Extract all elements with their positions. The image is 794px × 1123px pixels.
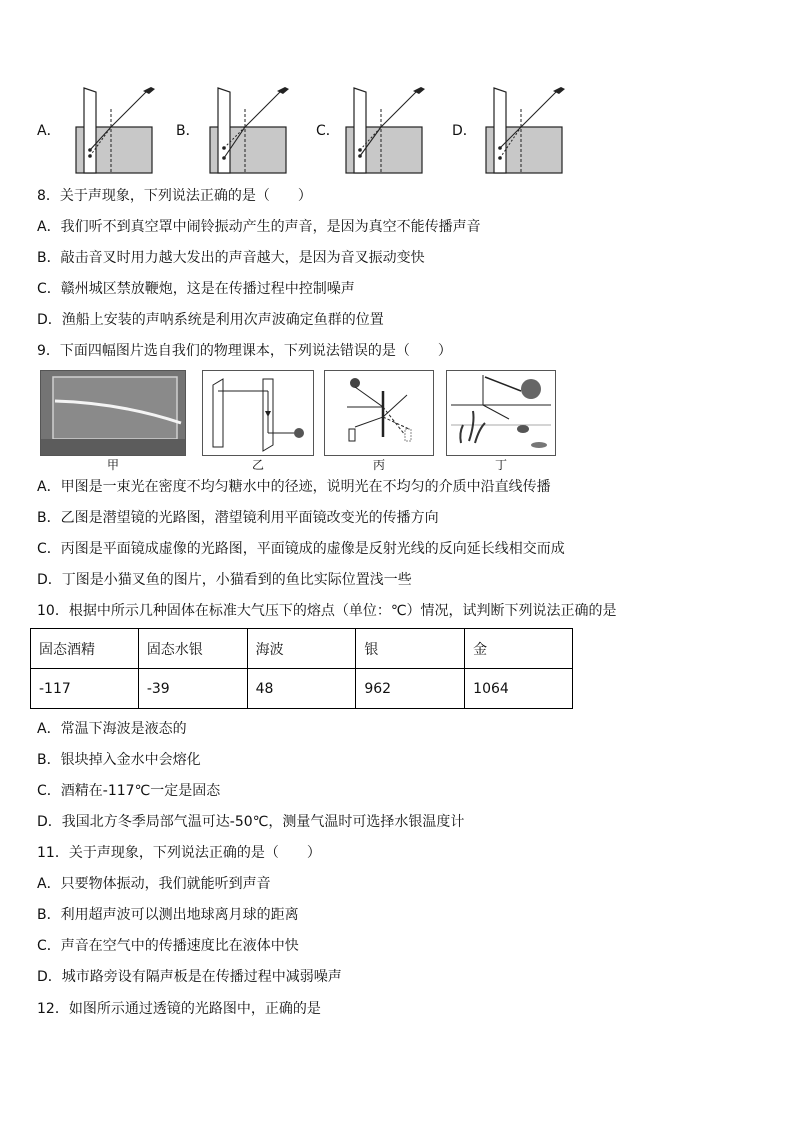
q7-figure-b xyxy=(200,84,320,176)
q7-option-a-label: A． xyxy=(37,123,61,139)
table-header-cell: 海波 xyxy=(247,629,356,669)
table-row xyxy=(31,669,573,709)
q9-stem: 9．下面四幅图片选自我们的物理课本，下列说法错误的是（ ） xyxy=(37,343,452,359)
q11-option-c: C．声音在空气中的传播速度比在液体中快 xyxy=(37,938,299,954)
q10-option-b: B．银块掉入金水中会熔化 xyxy=(37,752,201,768)
melting-point-table xyxy=(30,628,573,709)
table-cell: -39 xyxy=(138,669,247,709)
q7-option-d-label: D． xyxy=(452,123,477,139)
q10-option-d: D．我国北方冬季局部气温可达-50℃，测量气温时可选择水银温度计 xyxy=(37,814,465,830)
table-header-cell: 金 xyxy=(465,629,573,669)
q8-option-b: B．敲击音叉时用力越大发出的声音越大，是因为音叉振动变快 xyxy=(37,250,425,266)
q11-option-b: B．利用超声波可以测出地球离月球的距离 xyxy=(37,907,299,923)
table-cell: 1064 xyxy=(465,669,573,709)
q9-caption-bing: 丙 xyxy=(372,458,385,472)
q7-option-b-label: B． xyxy=(176,123,200,139)
q8-option-a: A．我们听不到真空罩中闹铃振动产生的声音，是因为真空不能传播声音 xyxy=(37,219,481,235)
q11-option-a: A．只要物体振动，我们就能听到声音 xyxy=(37,876,271,892)
q8-option-c: C．赣州城区禁放鞭炮，这是在传播过程中控制噪声 xyxy=(37,281,355,297)
table-header-cell: 固态酒精 xyxy=(31,629,139,669)
q9-option-a: A．甲图是一束光在密度不均匀糖水中的径迹，说明光在不均匀的介质中沿直线传播 xyxy=(37,479,551,495)
q7-figure-c xyxy=(336,84,456,176)
table-cell: 962 xyxy=(356,669,465,709)
q9-figure-jia xyxy=(40,370,186,456)
q8-stem: 8．关于声现象，下列说法正确的是（ ） xyxy=(37,188,312,204)
q10-option-a: A．常温下海波是液态的 xyxy=(37,721,187,737)
q9-caption-yi: 乙 xyxy=(251,458,264,472)
q9-figure-yi xyxy=(202,370,314,456)
q7-option-c-label: C． xyxy=(316,123,340,139)
q7-figure-d xyxy=(476,84,596,176)
q9-option-d: D．丁图是小猫叉鱼的图片，小猫看到的鱼比实际位置浅一些 xyxy=(37,572,412,588)
q12-stem: 12．如图所示通过透镜的光路图中，正确的是 xyxy=(37,1001,321,1017)
q7-figure-a xyxy=(66,84,186,176)
table-cell: -117 xyxy=(31,669,139,709)
q9-option-c: C．丙图是平面镜成虚像的光路图，平面镜成的虚像是反射光线的反向延长线相交而成 xyxy=(37,541,565,557)
q11-stem: 11．关于声现象，下列说法正确的是（ ） xyxy=(37,845,321,861)
q10-option-c: C．酒精在-117℃一定是固态 xyxy=(37,783,221,799)
table-header-cell: 固态水银 xyxy=(138,629,247,669)
q9-caption-jia: 甲 xyxy=(106,458,119,472)
q9-caption-ding: 丁 xyxy=(494,458,507,472)
q10-stem: 10．根据中所示几种固体在标准大气压下的熔点（单位：℃）情况，试判断下列说法正确的是 xyxy=(37,603,617,619)
q8-option-d: D．渔船上安装的声呐系统是利用次声波确定鱼群的位置 xyxy=(37,312,384,328)
table-cell: 48 xyxy=(247,669,356,709)
q9-figure-bing xyxy=(324,370,434,456)
q9-option-b: B．乙图是潜望镜的光路图，潜望镜利用平面镜改变光的传播方向 xyxy=(37,510,439,526)
table-header-cell: 银 xyxy=(356,629,465,669)
q9-figure-ding xyxy=(446,370,556,456)
q11-option-d: D．城市路旁设有隔声板是在传播过程中减弱噪声 xyxy=(37,969,342,985)
table-header-row xyxy=(31,629,573,669)
